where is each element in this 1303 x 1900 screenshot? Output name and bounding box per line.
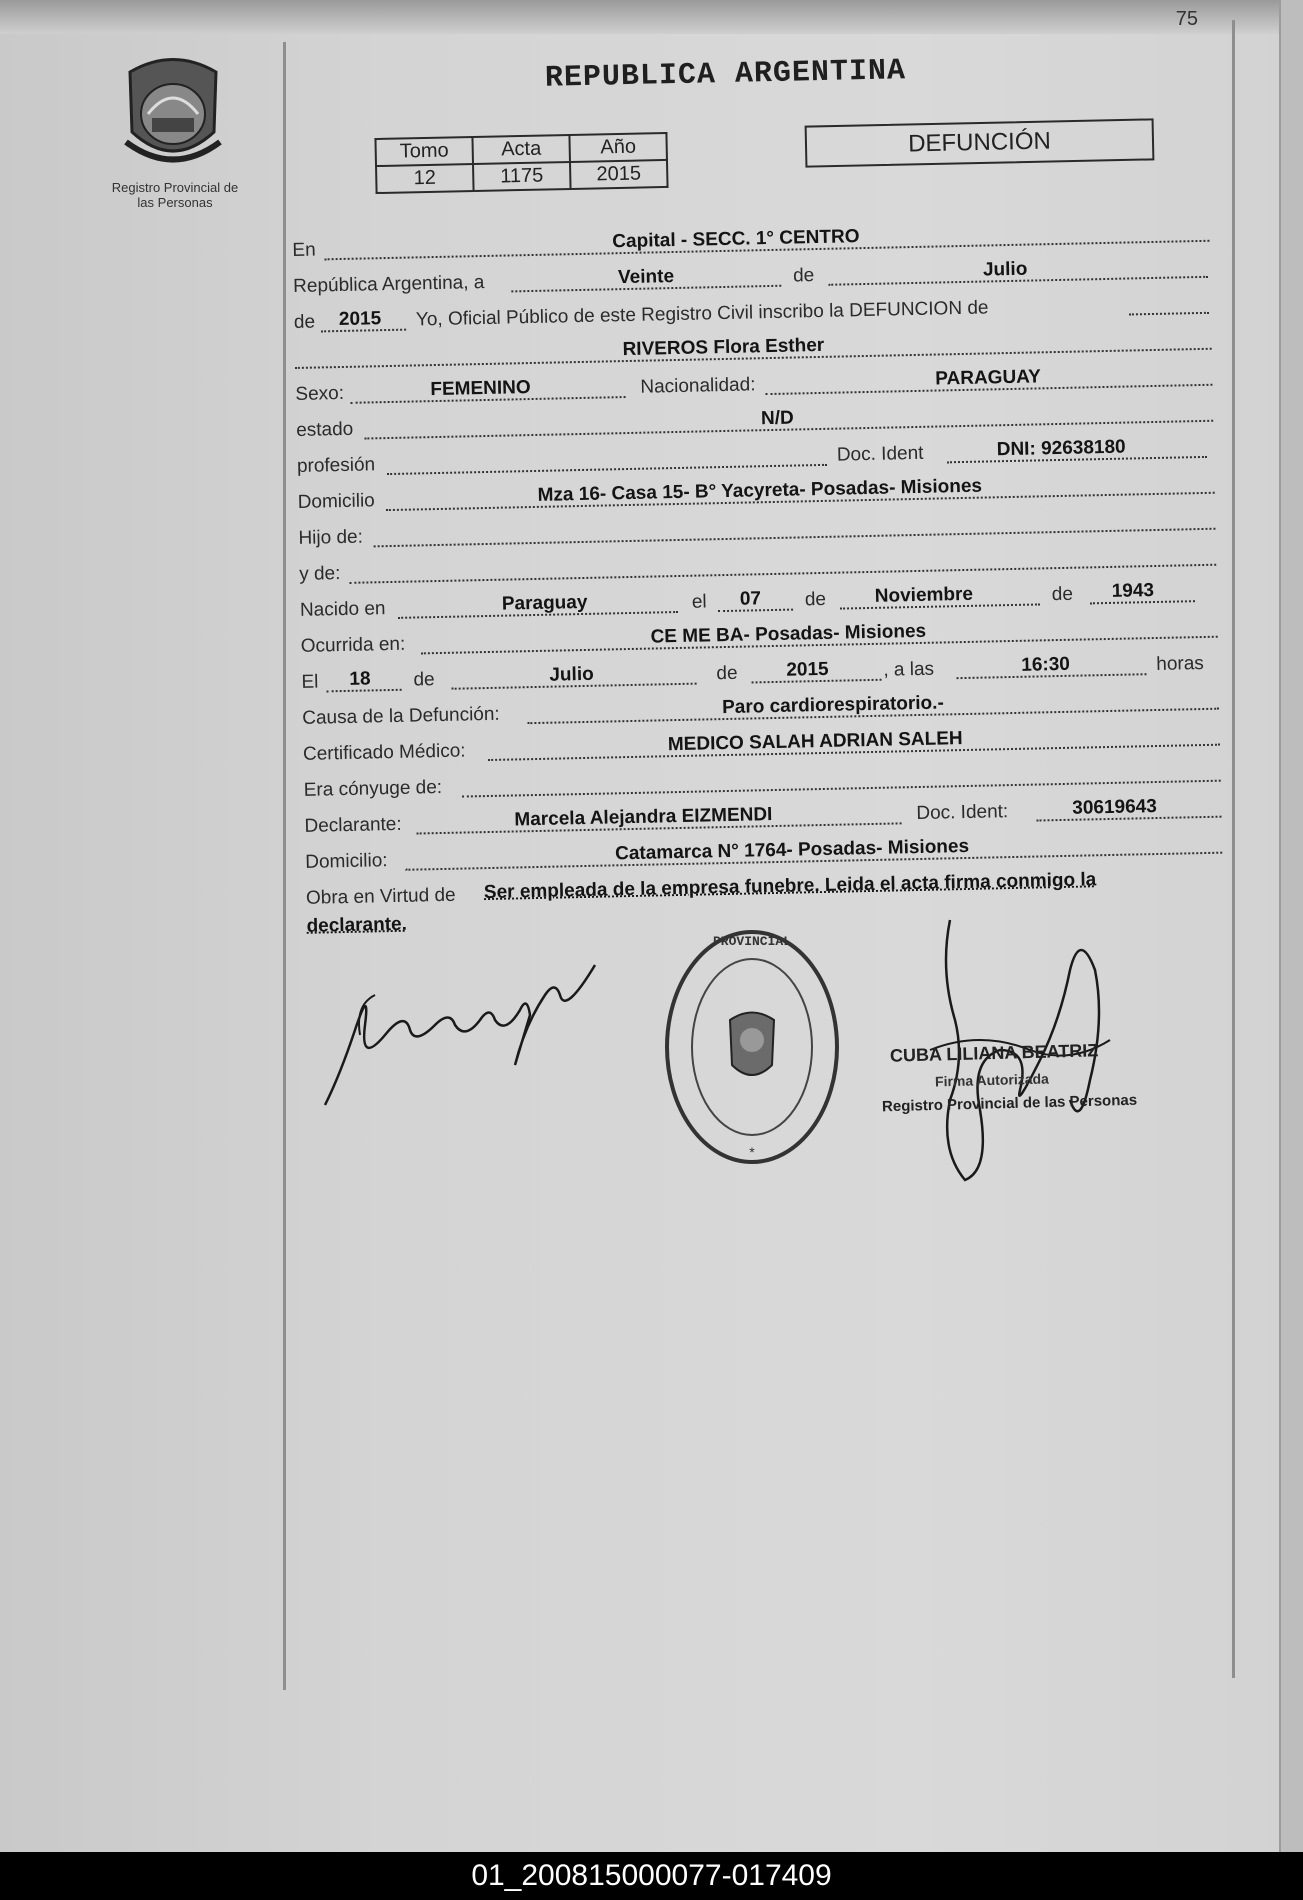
hijo-label: Hijo de: — [298, 526, 364, 549]
profesion-label: profesión — [296, 454, 376, 477]
conyuge-label: Era cónyuge de: — [303, 776, 443, 801]
dia-value: Veinte — [617, 266, 675, 289]
de-label: de — [804, 588, 827, 611]
declarante-doc-value: 30619643 — [1072, 796, 1158, 819]
nac-dia-value: 07 — [739, 588, 762, 610]
declarante-label: Declarante: — [304, 813, 402, 837]
hora-value: 16:30 — [1021, 653, 1071, 676]
causa-value: Paro cardiorespiratorio.- — [721, 692, 945, 719]
signer-organization: Registro Provincial de las Personas — [881, 1091, 1138, 1116]
inscribo-fill — [1128, 290, 1208, 316]
tomo-value: 12 — [376, 164, 474, 193]
top-edge — [0, 0, 1303, 34]
republica-label: República Argentina, a — [292, 271, 485, 297]
record-value-row — [376, 160, 668, 193]
de-label: de — [716, 662, 738, 685]
page-number: 75 — [1175, 8, 1198, 30]
domicilio2-label: Domicilio: — [305, 850, 388, 873]
document-id-footer: 01_200815000077-017409 — [0, 1852, 1303, 1900]
record-header: Tomo — [375, 137, 473, 166]
record-header: Año — [569, 133, 667, 162]
obra-label: Obra en Virtud de — [305, 884, 456, 909]
sexo-value: FEMENINO — [430, 377, 531, 401]
certificado-label: Certificado Médico: — [302, 740, 466, 765]
obra-value-1: Ser empleada de la empresa funebre. Leida el acta firma conmigo la — [483, 869, 1097, 904]
declarant-signature-icon — [315, 935, 605, 1115]
inscribo-text: Yo, Oficial Público de este Registro Civil inscribo la DEFUNCION de — [415, 297, 989, 331]
domicilio-value: Mza 16- Casa 15- B° Yacyreta- Posadas- Misiones — [537, 475, 983, 506]
declarante-doc-label: Doc. Ident: — [916, 801, 1009, 825]
estado-value: N/D — [760, 407, 795, 430]
acta-value: 1175 — [473, 162, 571, 191]
profesion-fill — [387, 442, 827, 475]
province-seal-icon — [118, 52, 228, 172]
el-label: el — [691, 591, 707, 613]
declarante-value: Marcela Alejandra EIZMENDI — [514, 804, 773, 831]
yde-label: y de: — [298, 563, 341, 585]
def-dia-value: 18 — [349, 668, 371, 690]
death-record-form — [292, 211, 1227, 944]
domicilio-label: Domicilio — [297, 490, 375, 513]
causa-label: Causa de la Defunción: — [302, 703, 500, 729]
nac-anio-value: 1943 — [1111, 580, 1155, 602]
svg-text:PROVINCIAL: PROVINCIAL — [712, 934, 792, 949]
registry-label: Registro Provincial de las Personas — [111, 180, 239, 210]
doc-ident-label: Doc. Ident — [836, 442, 924, 466]
de-label: de — [413, 669, 435, 691]
de-label: de — [792, 265, 815, 287]
left-margin-line — [283, 42, 286, 1690]
de-label: de — [1051, 583, 1074, 606]
nacionalidad-label: Nacionalidad: — [640, 374, 756, 398]
obra-value-2: declarante. — [306, 913, 408, 937]
signer-role: Firma Autorizada — [934, 1070, 1050, 1090]
ocurrida-value: CE ME BA- Posadas- Misiones — [650, 620, 927, 648]
nac-mes-value: Noviembre — [874, 583, 974, 607]
en-label: En — [292, 239, 316, 261]
doc-ident-value: DNI: 92638180 — [996, 436, 1126, 461]
mes-value: Julio — [982, 258, 1028, 281]
ocurrida-label: Ocurrida en: — [300, 633, 406, 657]
right-page-edge — [1279, 0, 1303, 1852]
record-header: Acta — [472, 135, 570, 164]
record-type-box: DEFUNCIÓN — [805, 118, 1155, 167]
de-label: de — [293, 311, 316, 333]
signer-name: CUBA LILIANA BEATRIZ — [889, 1040, 1099, 1066]
certificado-value: MEDICO SALAH ADRIAN SALEH — [667, 728, 963, 756]
domicilio2-value: Catamarca N° 1764- Posadas- Misiones — [614, 835, 970, 865]
nacido-value: Paraguay — [501, 591, 588, 615]
horas-label: horas — [1156, 653, 1205, 675]
estado-label: estado — [295, 418, 354, 441]
def-anio-value: 2015 — [786, 658, 829, 681]
record-table — [374, 132, 668, 194]
El-label: El — [301, 671, 319, 693]
en-value: Capital - SECC. 1° CENTRO — [612, 226, 860, 253]
def-mes-value: Julio — [549, 663, 594, 686]
nacido-label: Nacido en — [299, 598, 386, 621]
anio-value: 2015 — [338, 308, 382, 331]
anio-value: 2015 — [570, 160, 668, 189]
sexo-label: Sexo: — [295, 382, 345, 405]
official-stamp-icon — [660, 925, 845, 1170]
right-margin-line — [1232, 20, 1235, 1678]
nacionalidad-value: PARAGUAY — [935, 366, 1042, 390]
svg-text:*: * — [749, 1144, 755, 1160]
alas-label: , a las — [883, 658, 935, 681]
page-title: REPUBLICA ARGENTINA — [544, 54, 907, 96]
nombre-value: RIVEROS Flora Esther — [622, 334, 825, 361]
